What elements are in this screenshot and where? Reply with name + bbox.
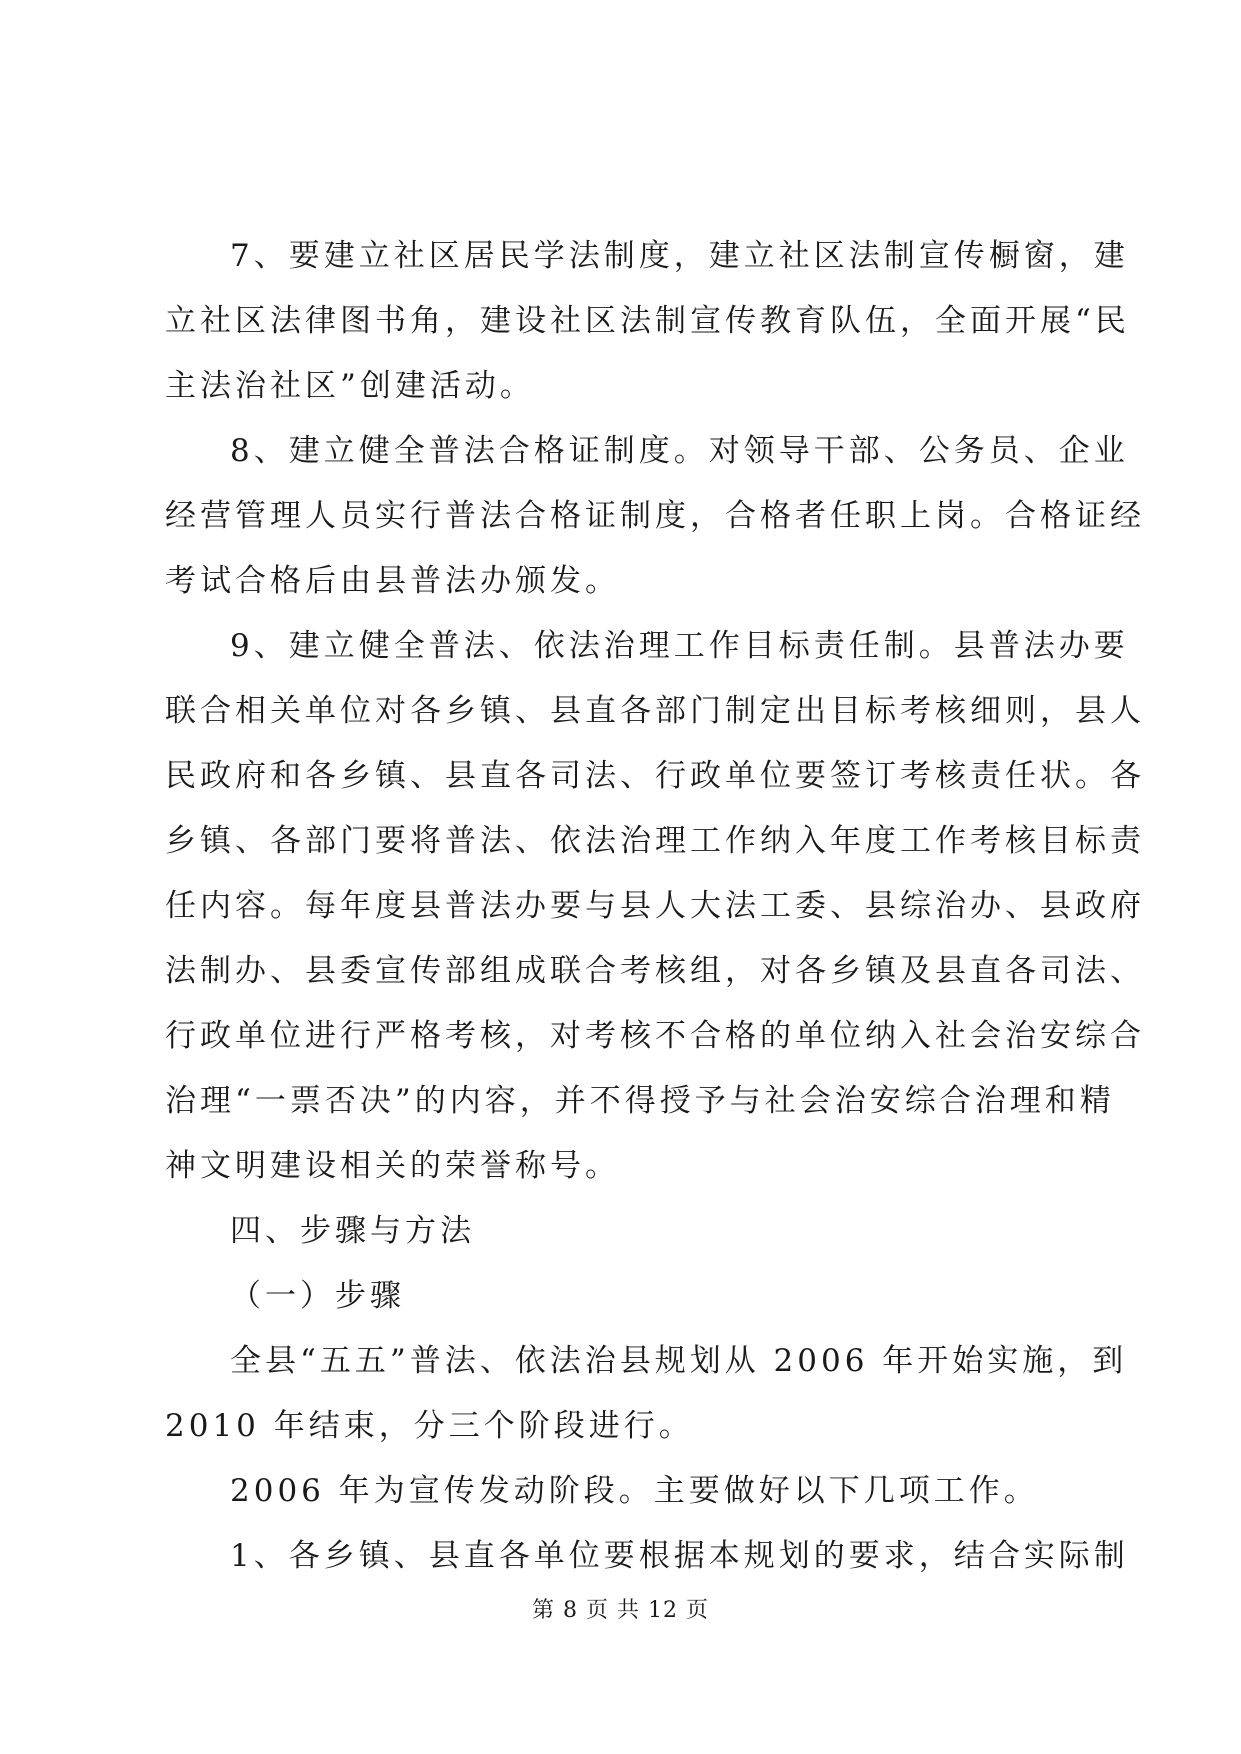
- subsection-heading: （一）步骤: [230, 1278, 405, 1314]
- steps-paragraph-line-1: 全县“五五”普法、依法治县规划从 2006 年开始实施，到: [230, 1343, 1128, 1379]
- steps-paragraph-line-2: 2010 年结束，分三个阶段进行。: [165, 1408, 694, 1444]
- item-1-line-1: 1、各乡镇、县直各单位要根据本规划的要求，结合实际制: [230, 1538, 1129, 1574]
- paragraph-7-line-1: 7、要建立社区居民学法制度，建立社区法制宣传橱窗，建: [230, 238, 1129, 274]
- paragraph-9-line-2: 联合相关单位对各乡镇、县直各部门制定出目标考核细则，县人: [165, 693, 1145, 729]
- paragraph-9-line-9: 神文明建设相关的荣誉称号。: [165, 1148, 620, 1184]
- paragraph-7-line-3: 主法治社区”创建活动。: [165, 368, 535, 404]
- paragraph-9-line-5: 任内容。每年度县普法办要与县人大法工委、县综治办、县政府: [165, 888, 1145, 924]
- paragraph-8-line-2: 经营管理人员实行普法合格证制度，合格者任职上岗。合格证经: [165, 498, 1145, 534]
- paragraph-8-line-1: 8、建立健全普法合格证制度。对领导干部、公务员、企业: [230, 433, 1129, 469]
- paragraph-7-line-2: 立社区法律图书角，建设社区法制宣传教育队伍，全面开展“民: [165, 303, 1130, 339]
- page-number-footer: 第 8 页 共 12 页: [532, 1598, 709, 1623]
- paragraph-9-line-8: 治理“一票否决”的内容，并不得授予与社会治安综合治理和精: [165, 1083, 1115, 1119]
- paragraph-9-line-6: 法制办、县委宣传部组成联合考核组，对各乡镇及县直各司法、: [165, 953, 1145, 989]
- paragraph-9-line-1: 9、建立健全普法、依法治理工作目标责任制。县普法办要: [230, 628, 1129, 664]
- paragraph-9-line-7: 行政单位进行严格考核，对考核不合格的单位纳入社会治安综合: [165, 1018, 1145, 1054]
- paragraph-9-line-4: 乡镇、各部门要将普法、依法治理工作纳入年度工作考核目标责: [165, 823, 1145, 859]
- paragraph-9-line-3: 民政府和各乡镇、县直各司法、行政单位要签订考核责任状。各: [165, 758, 1145, 794]
- paragraph-8-line-3: 考试合格后由县普法办颁发。: [165, 563, 620, 599]
- phase-2006-paragraph: 2006 年为宣传发动阶段。主要做好以下几项工作。: [230, 1473, 1039, 1509]
- section-heading: 四、步骤与方法: [230, 1213, 475, 1249]
